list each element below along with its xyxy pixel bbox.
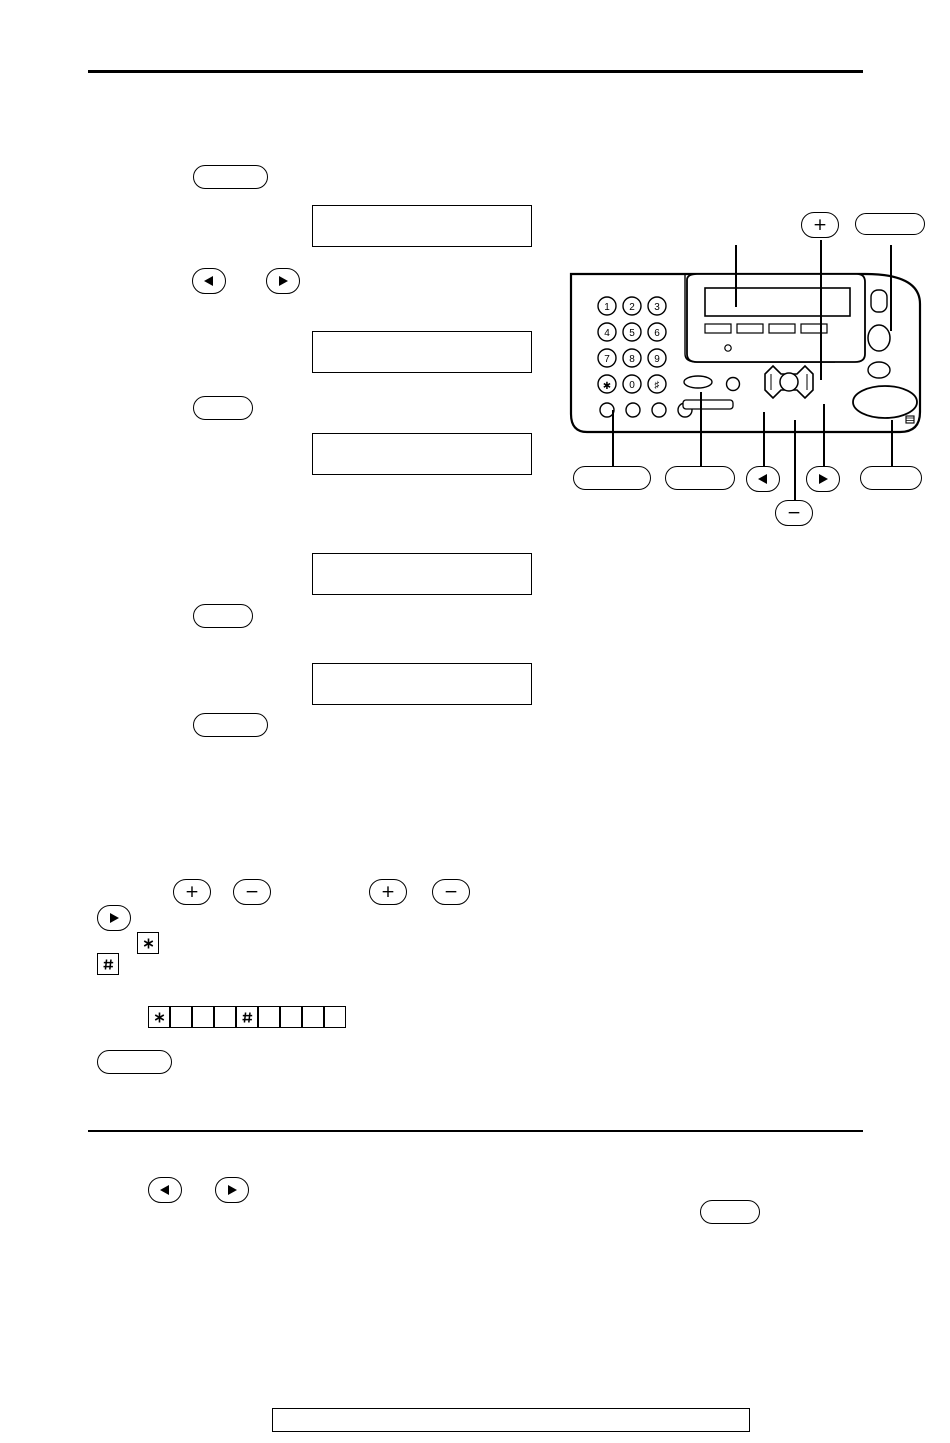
step-5-display [312, 663, 532, 705]
leader-bottom-3 [891, 420, 893, 468]
callout-left-arrow[interactable] [746, 466, 780, 492]
step-3-display-text [313, 434, 531, 458]
plus-icon: + [812, 214, 828, 235]
minus-key-note-2[interactable] [432, 879, 470, 905]
code-cell-5[interactable] [280, 1006, 302, 1028]
footer-note-text [273, 1409, 749, 1419]
svg-text:8: 8 [629, 354, 635, 365]
left-arrow-key-step2[interactable] [192, 268, 226, 294]
step-2-display [312, 331, 532, 373]
svg-text:9: 9 [654, 354, 660, 365]
right-arrow-key-note[interactable] [97, 905, 131, 931]
code-cell-1[interactable] [170, 1006, 192, 1028]
leader-bottom-1 [612, 410, 614, 468]
callout-bottom-2 [665, 466, 735, 490]
callout-right-arrow[interactable] [806, 466, 840, 492]
set-key-lower[interactable] [700, 1200, 760, 1224]
middle-rule [88, 1130, 863, 1132]
step-2-display-text [313, 332, 531, 356]
svg-text:1: 1 [604, 302, 610, 313]
code-cell-3[interactable] [214, 1006, 236, 1028]
leader-bottom-2 [700, 392, 702, 468]
leader-display [735, 245, 737, 307]
right-arrow-key-step2[interactable] [266, 268, 300, 294]
left-arrow-key-lower[interactable] [148, 1177, 182, 1203]
svg-text:♯: ♯ [654, 380, 660, 391]
svg-text:4: 4 [604, 328, 610, 339]
callout-bottom-3 [860, 466, 922, 490]
code-cell-6[interactable] [302, 1006, 324, 1028]
code-entry-sequence [148, 1006, 346, 1028]
svg-text:3: 3 [654, 302, 660, 313]
svg-text:5: 5 [629, 328, 635, 339]
leader-right-top [890, 245, 892, 331]
step-5-key[interactable] [193, 713, 268, 737]
callout-display [855, 213, 925, 235]
asterisk-key-note[interactable] [137, 932, 159, 954]
callout-minus-key[interactable] [775, 500, 813, 526]
svg-text:6: 6 [654, 328, 660, 339]
step-5-display-text [313, 664, 531, 688]
svg-text:✱: ✱ [602, 381, 612, 392]
svg-text:7: 7 [604, 354, 610, 365]
leader-right-arrow [823, 404, 825, 468]
right-arrow-key-lower[interactable] [215, 1177, 249, 1203]
hash-key-note[interactable] [97, 953, 119, 975]
leader-minus [794, 420, 796, 502]
stop-key-note[interactable] [97, 1050, 172, 1074]
code-cell-2[interactable] [192, 1006, 214, 1028]
minus-icon: − [443, 881, 459, 902]
fax-machine-control-panel [565, 262, 925, 442]
plus-icon: + [380, 881, 396, 902]
svg-text:0: 0 [629, 380, 635, 391]
step-4-display [312, 553, 532, 595]
minus-icon: − [786, 502, 802, 523]
svg-text:2: 2 [629, 302, 635, 313]
step-1-display-text [313, 206, 531, 230]
plus-key-note-1[interactable] [173, 879, 211, 905]
callout-plus-key[interactable] [801, 212, 839, 238]
top-rule [88, 70, 863, 73]
hash-key-sequence[interactable] [236, 1006, 258, 1028]
plus-key-note-2[interactable] [369, 879, 407, 905]
step-4-key[interactable] [193, 604, 253, 628]
minus-key-note-1[interactable] [233, 879, 271, 905]
code-cell-7[interactable] [324, 1006, 346, 1028]
callout-bottom-1 [573, 466, 651, 490]
asterisk-key-sequence[interactable] [148, 1006, 170, 1028]
leader-plus [820, 240, 822, 380]
step-1-display [312, 205, 532, 247]
leader-left-arrow [763, 412, 765, 468]
minus-icon: − [244, 881, 260, 902]
step-3-key[interactable] [193, 396, 253, 420]
step-1-key[interactable] [193, 165, 268, 189]
footer-note-box [272, 1408, 750, 1432]
step-3-display [312, 433, 532, 475]
step-4-display-text [313, 554, 531, 578]
plus-icon: + [184, 881, 200, 902]
code-cell-4[interactable] [258, 1006, 280, 1028]
